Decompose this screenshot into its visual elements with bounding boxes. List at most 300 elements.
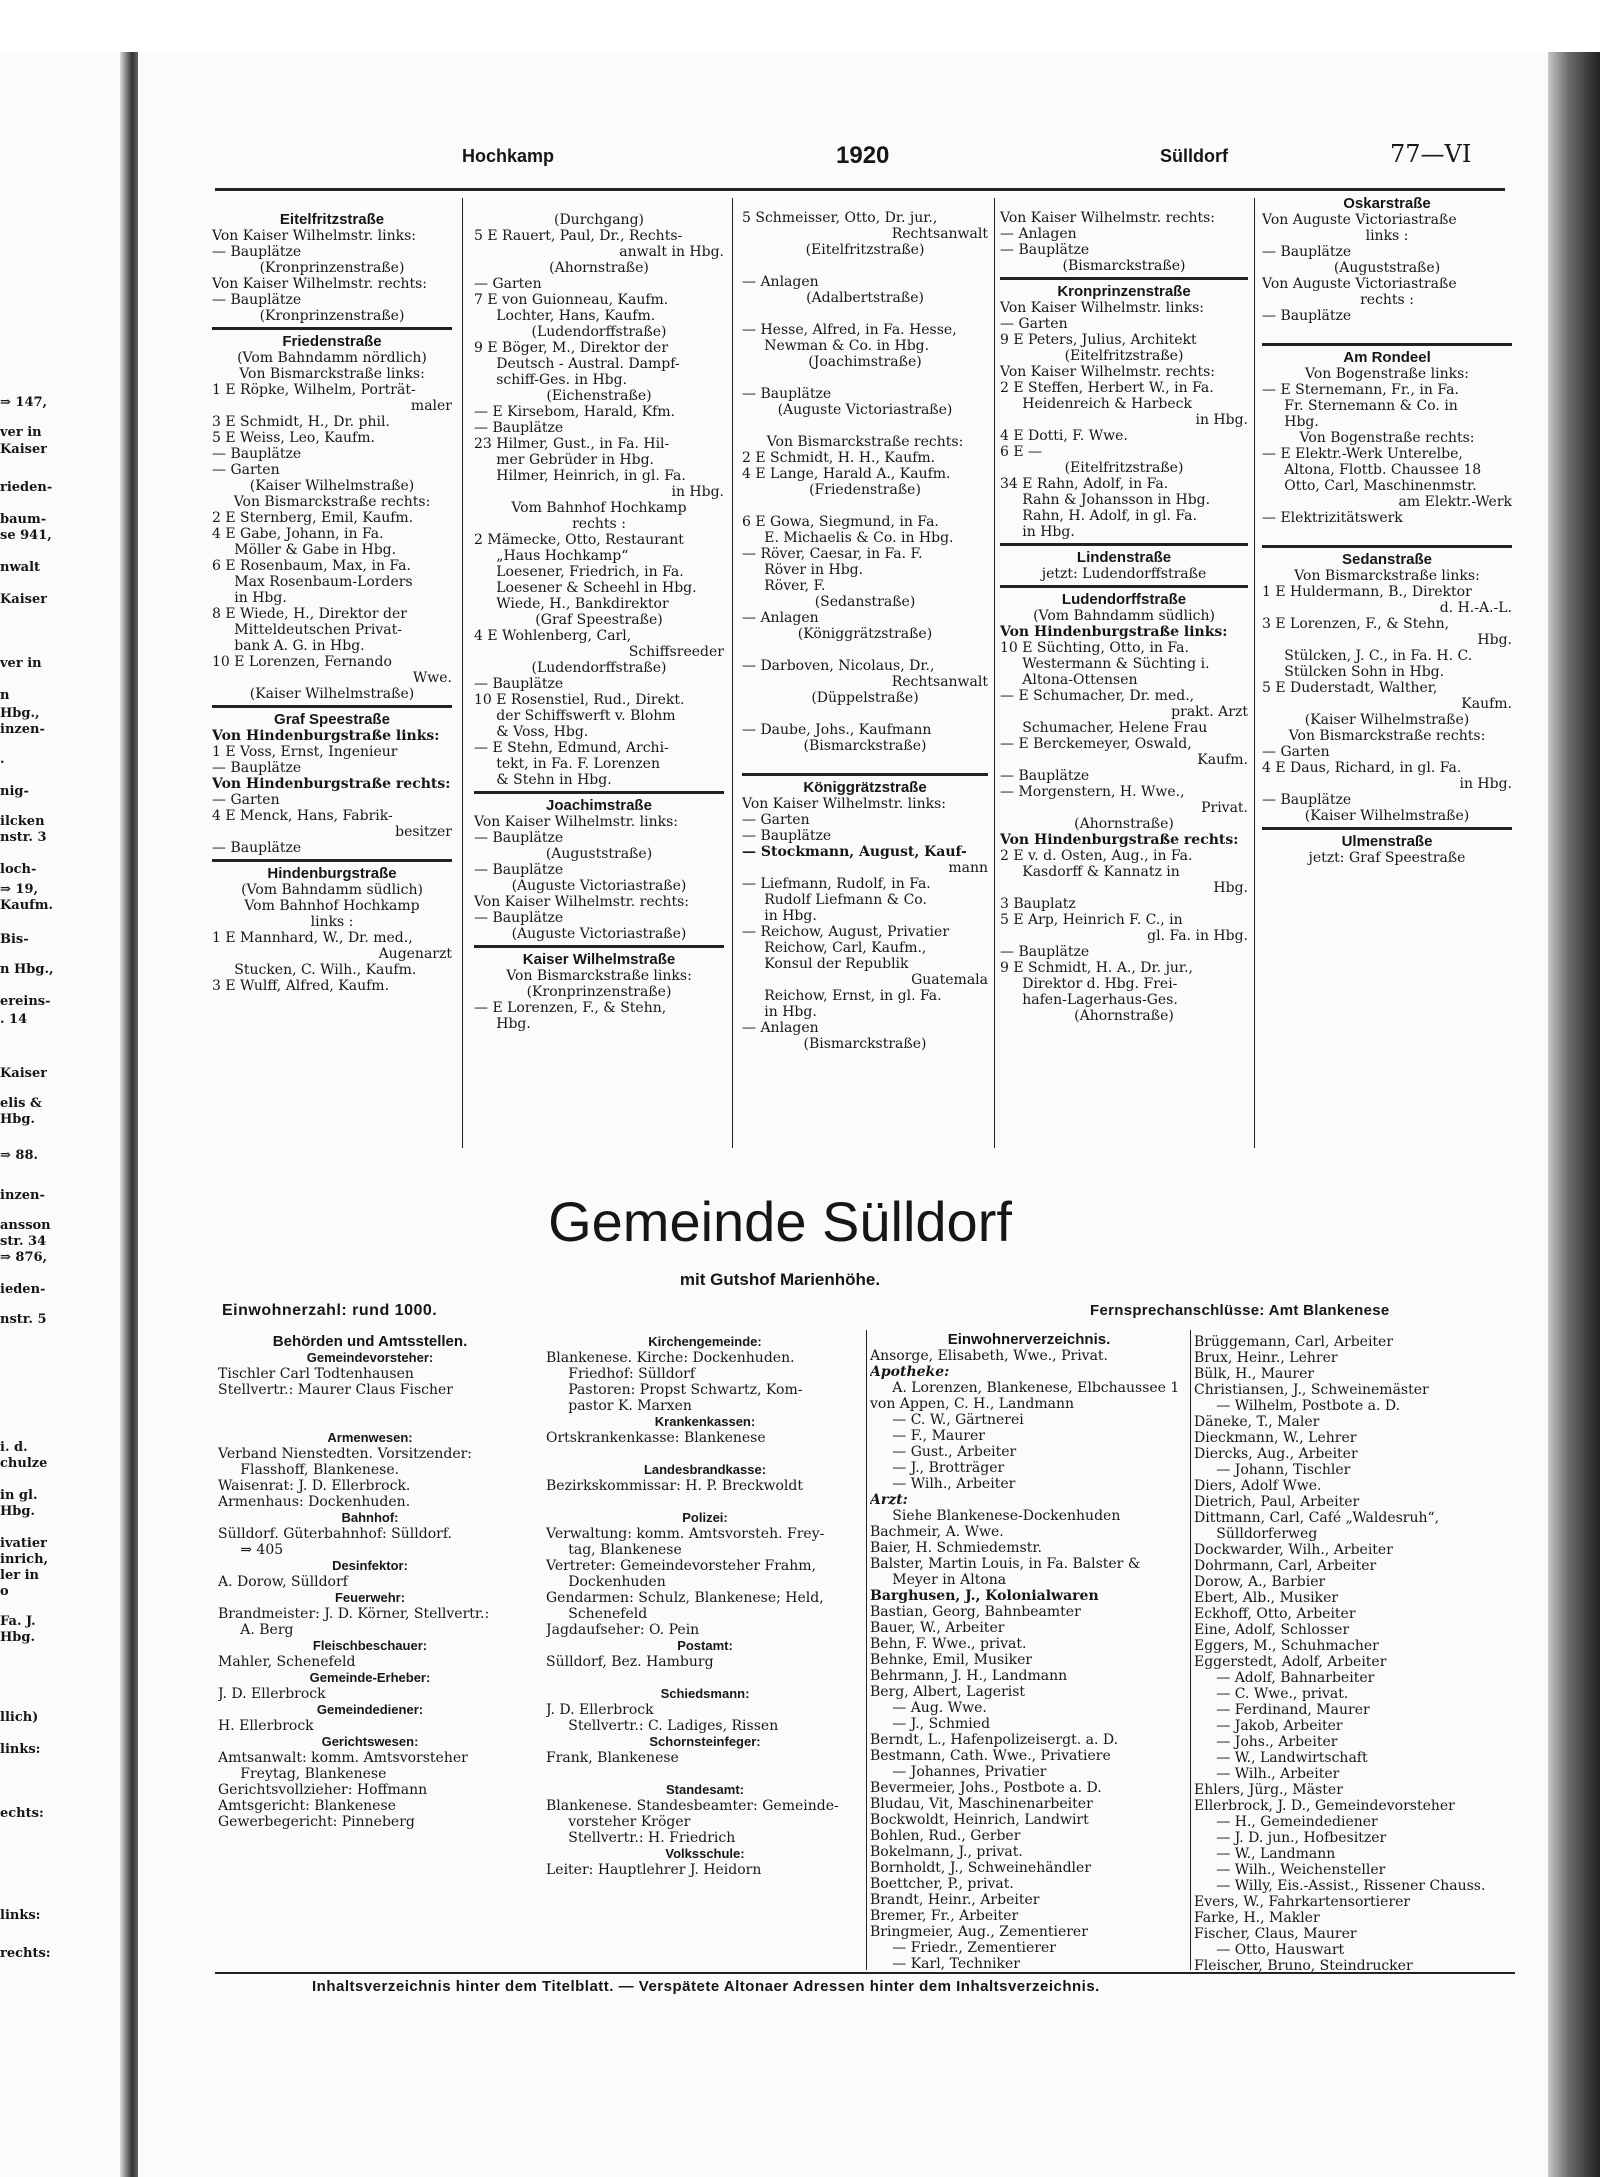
edge-fragment: nstr. 3 [0, 830, 47, 845]
directory-entry [1262, 324, 1512, 340]
directory-entry: Stülcken Sohn in Hbg. [1262, 664, 1445, 680]
directory-entry: Stellvertr.: Maurer Claus Fischer [218, 1382, 453, 1398]
directory-entry: — Bauplätze [1262, 244, 1352, 260]
edge-fragment: se 941, [0, 528, 52, 543]
directory-entry: Gewerbegericht: Pinneberg [218, 1814, 415, 1830]
directory-entry: (Kronprinzenstraße) [259, 260, 405, 276]
directory-entry: Eckhoff, Otto, Arbeiter [1194, 1606, 1356, 1622]
directory-entry: Eine, Adolf, Schlosser [1194, 1622, 1350, 1638]
directory-entry: (Auguste Victoriastraße) [511, 926, 687, 942]
directory-entry [742, 754, 988, 770]
directory-entry: — Ferdinand, Maurer [1194, 1702, 1370, 1718]
directory-entry: Bludau, Vit, Maschinenarbeiter [870, 1796, 1093, 1812]
directory-entry: Ebert, Alb., Musiker [1194, 1590, 1339, 1606]
directory-entry: — Anlagen [742, 1020, 819, 1036]
section-heading: Königgrätzstraße [803, 780, 927, 796]
directory-entry: Schiffsreeder [628, 644, 724, 660]
directory-entry: Loesener, Friedrich, in Fa. [474, 564, 684, 580]
section-divider [474, 945, 724, 948]
section-divider [1262, 827, 1512, 830]
directory-entry: Diercks, Aug., Arbeiter [1194, 1446, 1358, 1462]
directory-entry: Wwe. [412, 670, 452, 686]
section-divider [212, 705, 452, 708]
directory-column [1000, 210, 1248, 1024]
edge-fragment: o [0, 1584, 9, 1599]
edge-fragment: n [0, 688, 10, 703]
right-page-shadow [1548, 52, 1600, 2177]
edge-fragment: ver in [0, 425, 42, 440]
directory-entry: — F., Maurer [870, 1428, 985, 1444]
directory-entry: Dockwarder, Wilh., Arbeiter [1194, 1542, 1393, 1558]
directory-entry: Von Bogenstraße rechts: [1299, 430, 1475, 446]
directory-entry: — Garten [1000, 316, 1068, 332]
directory-entry: besitzer [395, 824, 452, 840]
directory-entry: Freytag, Blankenese [218, 1766, 387, 1782]
directory-entry: rechts : [572, 516, 626, 532]
section-heading: Bahnhof: [341, 1510, 399, 1525]
directory-entry: J. D. Ellerbrock [546, 1702, 654, 1718]
column-rule-2 [732, 198, 733, 1148]
directory-entry: Brandmeister: J. D. Körner, Stellvertr.: [218, 1606, 490, 1622]
edge-fragment: Kaufm. [0, 898, 54, 913]
section-divider [742, 773, 988, 776]
directory-entry: Vom Bahnhof Hochkamp [244, 898, 420, 914]
directory-entry: Bastian, Georg, Bahnbeamter [870, 1604, 1081, 1620]
directory-entry: — Garten [1262, 744, 1330, 760]
gemeinde-subtitle: mit Gutshof Marienhöhe. [679, 1270, 881, 1289]
directory-entry: — Johs., Arbeiter [1194, 1734, 1338, 1750]
directory-entry: Heidenreich & Harbeck [1000, 396, 1192, 412]
directory-entry: 9 E Böger, M., Direktor der [474, 340, 669, 356]
edge-fragment: llich) [0, 1710, 39, 1725]
directory-entry: Ellerbrock, J. D., Gemeindevorsteher [1194, 1798, 1455, 1814]
directory-entry: 4 E Gabe, Johann, in Fa. [212, 526, 384, 542]
directory-entry: Amtsanwalt: komm. Amtsvorsteher [218, 1750, 468, 1766]
directory-entry: Frank, Blankenese [546, 1750, 679, 1766]
directory-entry: Blankenese. Kirche: Dockenhuden. [546, 1350, 795, 1366]
directory-entry: Konsul der Republik [742, 956, 909, 972]
directory-entry: Von Kaiser Wilhelmstr. links: [474, 814, 678, 830]
directory-entry: Brandt, Heinr., Arbeiter [870, 1892, 1040, 1908]
directory-entry: — Johann, Tischler [1194, 1462, 1351, 1478]
directory-entry: — Karl, Techniker [870, 1956, 1020, 1972]
directory-entry: Von Kaiser Wilhelmstr. rechts: [1000, 364, 1215, 380]
directory-entry: Boettcher, P., privat. [870, 1876, 1014, 1892]
edge-fragment: inzen- [0, 722, 45, 737]
directory-entry: Flasshoff, Blankenese. [218, 1462, 400, 1478]
section-heading: Kirchengemeinde: [648, 1334, 762, 1349]
directory-entry: Guatemala [911, 972, 988, 988]
directory-entry: links : [1365, 228, 1409, 244]
directory-entry: 1 E Röpke, Wilhelm, Porträt- [212, 382, 416, 398]
directory-entry: — Bauplätze [212, 292, 302, 308]
directory-entry: — Aug. Wwe. [870, 1700, 987, 1716]
directory-column [212, 212, 452, 994]
directory-entry: (Kronprinzenstraße) [259, 308, 405, 324]
directory-entry: Bülk, H., Maurer [1194, 1366, 1315, 1382]
directory-entry: anwalt in Hbg. [619, 244, 724, 260]
directory-entry: — Bauplätze [212, 840, 302, 856]
section-heading: Standesamt: [665, 1782, 745, 1797]
directory-entry: Von Bismarckstraße links: [506, 968, 692, 984]
directory-entry: Altona, Flottb. Chaussee 18 [1262, 462, 1482, 478]
directory-entry [546, 1766, 864, 1782]
directory-entry: jetzt: Ludendorffstraße [1041, 566, 1207, 582]
directory-entry: 9 E Schmidt, H. A., Dr. jur., [1000, 960, 1193, 976]
directory-entry: 2 E v. d. Osten, Aug., in Fa. [1000, 848, 1193, 864]
directory-entry [218, 1414, 522, 1430]
directory-entry: 3 E Schmidt, H., Dr. phil. [212, 414, 390, 430]
directory-entry: (Kaiser Wilhelmstraße) [1304, 808, 1470, 824]
directory-entry: Behn, F. Wwe., privat. [870, 1636, 1027, 1652]
directory-entry: — Anlagen [742, 274, 819, 290]
directory-entry: Dittmann, Carl, Café „Waldesruh“, [1194, 1510, 1440, 1526]
directory-entry: Behrmann, J. H., Landmann [870, 1668, 1068, 1684]
directory-entry: mann [948, 860, 988, 876]
directory-entry: Schenefeld [546, 1606, 648, 1622]
directory-entry: — H., Gemeindediener [1194, 1814, 1378, 1830]
directory-entry: (Bismarckstraße) [1062, 258, 1186, 274]
edge-fragment: nstr. 5 [0, 1312, 47, 1327]
directory-entry: Ansorge, Elisabeth, Wwe., Privat. [870, 1348, 1109, 1364]
directory-entry: in Hbg. [1195, 412, 1248, 428]
directory-entry: 4 E Menck, Hans, Fabrik- [212, 808, 393, 824]
directory-entry: 10 E Süchting, Otto, in Fa. [1000, 640, 1189, 656]
directory-entry: Bokelmann, J., privat. [870, 1844, 1023, 1860]
directory-entry: — Bauplätze [474, 830, 564, 846]
directory-entry: Siehe Blankenese-Dockenhuden [870, 1508, 1121, 1524]
directory-entry: Berg, Albert, Lagerist [870, 1684, 1026, 1700]
section-divider [1262, 343, 1512, 346]
edge-fragment: elis & [0, 1096, 42, 1111]
directory-entry: E. Michaelis & Co. in Hbg. [742, 530, 954, 546]
directory-entry: — Garten [212, 462, 280, 478]
directory-entry: Westermann & Süchting i. [1000, 656, 1210, 672]
directory-entry: 2 E Steffen, Herbert W., in Fa. [1000, 380, 1214, 396]
directory-entry: — E Sternemann, Fr., in Fa. [1262, 382, 1459, 398]
directory-entry: 23 Hilmer, Gust., in Fa. Hil- [474, 436, 670, 452]
directory-entry: 3 Bauplatz [1000, 896, 1076, 912]
edge-fragment: ⇒ 876, [0, 1250, 48, 1265]
directory-entry: Dieckmann, W., Lehrer [1194, 1430, 1357, 1446]
directory-entry: Bauer, W., Arbeiter [870, 1620, 1005, 1636]
directory-entry: — Bauplätze [474, 862, 564, 878]
directory-entry: 6 E Gowa, Siegmund, in Fa. [742, 514, 939, 530]
edge-fragment: ⇒ 19, [0, 882, 39, 897]
directory-entry: (Auguststraße) [1333, 260, 1441, 276]
directory-entry: Direktor d. Hbg. Frei- [1000, 976, 1178, 992]
fernsprechanschluesse: Fernsprechanschlüsse: Amt Blankenese [1090, 1302, 1390, 1319]
section-heading: Gerichtswesen: [321, 1734, 419, 1749]
directory-entry: (Bismarckstraße) [803, 738, 927, 754]
directory-entry: Dorow, A., Barbier [1194, 1574, 1326, 1590]
section-heading: Sedanstraße [1341, 552, 1433, 568]
directory-entry: H. Ellerbrock [218, 1718, 314, 1734]
directory-entry: Kaufm. [1461, 696, 1512, 712]
directory-entry: Friedhof: Sülldorf [546, 1366, 696, 1382]
directory-entry: 5 E Rauert, Paul, Dr., Rechts- [474, 228, 683, 244]
section-divider [1000, 585, 1248, 588]
edge-fragment: n Hbg., [0, 962, 54, 977]
directory-entry: — Gust., Arbeiter [870, 1444, 1017, 1460]
column-rule-6 [1190, 1330, 1191, 1970]
section-heading: Volksschule: [665, 1846, 745, 1861]
directory-entry: — Wilh., Arbeiter [1194, 1766, 1340, 1782]
section-heading: Gemeinde-Erheber: [309, 1670, 431, 1685]
directory-entry: Von Bismarckstraße rechts: [233, 494, 431, 510]
directory-entry: Stellvertr.: H. Friedrich [546, 1830, 736, 1846]
directory-entry: in Hbg. [212, 590, 287, 606]
section-divider [474, 791, 724, 794]
directory-entry: Behnke, Emil, Musiker [870, 1652, 1033, 1668]
directory-entry: Sülldorf, Bez. Hamburg [546, 1654, 714, 1670]
directory-entry: (Kaiser Wilhelmstraße) [249, 686, 415, 702]
directory-entry: Von Bismarckstraße links: [239, 366, 425, 382]
directory-entry: von Appen, C. H., Landmann [870, 1396, 1074, 1412]
directory-entry: Wiede, H., Bankdirektor [474, 596, 669, 612]
edge-fragment: ler in [0, 1568, 39, 1583]
directory-entry: tag, Blankenese [546, 1542, 682, 1558]
directory-entry: Berndt, L., Hafenpolizeisergt. a. D. [870, 1732, 1119, 1748]
directory-column [218, 1334, 522, 1830]
directory-entry: 1 E Voss, Ernst, Ingenieur [212, 744, 398, 760]
directory-entry: 3 E Lorenzen, F., & Stehn, [1262, 616, 1450, 632]
directory-entry: — E Lorenzen, F., & Stehn, [474, 1000, 667, 1016]
gemeinde-title: Gemeinde Sülldorf [548, 1190, 1012, 1253]
edge-fragment: Fa. J. [0, 1614, 36, 1629]
directory-entry: — Bauplätze [474, 676, 564, 692]
directory-entry: Däneke, T., Maler [1194, 1414, 1320, 1430]
section-heading: Polizei: [682, 1510, 728, 1525]
section-heading: Gemeindevorsteher: [306, 1350, 434, 1365]
directory-entry: 1 E Mannhard, W., Dr. med., [212, 930, 413, 946]
directory-entry: — Garten [742, 812, 810, 828]
directory-entry: — Garten [212, 792, 280, 808]
section-divider [1000, 277, 1248, 280]
directory-entry: (Vom Bahndamm nördlich) [237, 350, 427, 366]
directory-entry: — J., Schmied [870, 1716, 991, 1732]
directory-entry: — Reichow, August, Privatier [742, 924, 950, 940]
directory-entry: 2 E Schmidt, H. H., Kaufm. [742, 450, 936, 466]
directory-entry: Dohrmann, Carl, Arbeiter [1194, 1558, 1377, 1574]
directory-entry: Ortskrankenkasse: Blankenese [546, 1430, 766, 1446]
directory-entry: Kaufm. [1197, 752, 1248, 768]
edge-fragment: echts: [0, 1806, 44, 1821]
edge-fragment: nwalt [0, 560, 41, 575]
directory-entry: Dockenhuden [546, 1574, 666, 1590]
header-year: 1920 [836, 142, 890, 169]
directory-entry: (Kaiser Wilhelmstraße) [249, 478, 415, 494]
directory-entry: (Ahornstraße) [549, 260, 649, 276]
directory-entry: Deutsch - Austral. Dampf- [474, 356, 680, 372]
directory-entry: Tischler Carl Todtenhausen [218, 1366, 414, 1382]
directory-entry: 4 E Daus, Richard, in gl. Fa. [1262, 760, 1462, 776]
edge-fragment: Hbg. [0, 1112, 35, 1127]
directory-column [1262, 196, 1512, 866]
directory-entry: Von Kaiser Wilhelmstr. rechts: [474, 894, 689, 910]
section-heading: Armenwesen: [327, 1430, 413, 1445]
directory-entry: Von Bismarckstraße links: [1294, 568, 1480, 584]
directory-entry: Hilmer, Heinrich, in gl. Fa. [474, 468, 686, 484]
directory-entry: Hbg. [1477, 632, 1512, 648]
edge-fragment: baum- [0, 512, 47, 527]
directory-entry: — Wilh., Arbeiter [870, 1476, 1016, 1492]
section-divider [1000, 543, 1248, 546]
directory-entry: (Auguststraße) [545, 846, 653, 862]
edge-fragment: Hbg. [0, 1504, 35, 1519]
section-divider [212, 859, 452, 862]
directory-entry: (Adalbertstraße) [806, 290, 924, 306]
directory-column [742, 210, 988, 1052]
directory-entry: — Bauplätze [474, 910, 564, 926]
directory-entry: Otto, Carl, Maschinenmstr. [1262, 478, 1477, 494]
directory-entry: 9 E Peters, Julius, Architekt [1000, 332, 1197, 348]
section-heading: Feuerwehr: [334, 1590, 406, 1605]
directory-entry: — Liefmann, Rudolf, in Fa. [742, 876, 931, 892]
directory-entry: 7 E von Guionneau, Kaufm. [474, 292, 669, 308]
directory-entry: — W., Landwirtschaft [1194, 1750, 1368, 1766]
directory-entry: — C. Wwe., privat. [1194, 1686, 1349, 1702]
directory-entry: Verband Nienstedten. Vorsitzender: [218, 1446, 473, 1462]
directory-entry: 10 E Rosenstiel, Rud., Direkt. [474, 692, 685, 708]
edge-fragment: ⇒ 88. [0, 1148, 39, 1163]
directory-entry: Von Bismarckstraße rechts: [766, 434, 964, 450]
directory-entry: maler [410, 398, 452, 414]
page-number: 77—VI [1390, 140, 1472, 168]
directory-entry: Von Hindenburgstraße links: [1000, 624, 1228, 640]
directory-entry [742, 306, 988, 322]
section-heading: Gemeindediener: [316, 1702, 424, 1717]
edge-fragment: nig- [0, 784, 29, 799]
directory-entry: J. D. Ellerbrock [218, 1686, 326, 1702]
directory-entry: Fleischer, Bruno, Steindrucker [1194, 1958, 1413, 1974]
directory-entry: Röver in Hbg. [742, 562, 864, 578]
directory-entry: Fr. Sternemann & Co. in [1262, 398, 1458, 414]
directory-entry: Eggerstedt, Adolf, Arbeiter [1194, 1654, 1387, 1670]
directory-entry: — Wilhelm, Postbote a. D. [1194, 1398, 1401, 1414]
directory-entry: (Ahornstraße) [1074, 1008, 1174, 1024]
directory-entry: 4 E Lange, Harald A., Kaufm. [742, 466, 951, 482]
directory-entry: 10 E Lorenzen, Fernando [212, 654, 392, 670]
directory-entry [546, 1494, 864, 1510]
directory-entry: (Vom Bahndamm südlich) [241, 882, 423, 898]
section-divider [212, 327, 452, 330]
directory-entry: d. H.-A.-L. [1439, 600, 1512, 616]
directory-entry: 6 E Rosenbaum, Max, in Fa. [212, 558, 411, 574]
directory-entry: „Haus Hochkamp“ [474, 548, 629, 564]
edge-fragment: ansson [0, 1218, 51, 1233]
directory-entry: Hbg. [474, 1016, 531, 1032]
directory-entry: Stellvertr.: C. Ladiges, Rissen [546, 1718, 779, 1734]
directory-entry: — Bauplätze [1262, 308, 1352, 324]
directory-entry: Reichow, Ernst, in gl. Fa. [742, 988, 942, 1004]
directory-entry: — W., Landmann [1194, 1846, 1336, 1862]
directory-entry: mer Gebrüder in Hbg. [474, 452, 655, 468]
directory-entry: 2 E Sternberg, Emil, Kaufm. [212, 510, 414, 526]
column-rule-3 [994, 198, 995, 1148]
edge-fragment: i. d. [0, 1440, 28, 1455]
directory-entry: (Friedenstraße) [809, 482, 921, 498]
directory-entry [742, 370, 988, 386]
directory-entry: A. Berg [218, 1622, 294, 1638]
directory-entry: der Schiffswerft v. Blohm [474, 708, 676, 724]
section-divider [1262, 545, 1512, 548]
directory-entry: — Bauplätze [742, 828, 832, 844]
directory-entry: — Garten [474, 276, 542, 292]
directory-entry [742, 706, 988, 722]
directory-entry [742, 642, 988, 658]
directory-entry: (Eichenstraße) [546, 388, 652, 404]
directory-column [474, 212, 724, 1032]
directory-entry: Newman & Co. in Hbg. [742, 338, 930, 354]
edge-fragment: chulze [0, 1456, 48, 1471]
edge-fragment: ivatier [0, 1536, 47, 1551]
section-heading: Friedenstraße [282, 334, 382, 350]
edge-fragment: loch- [0, 862, 37, 877]
directory-entry: Christiansen, J., Schweinemäster [1194, 1382, 1429, 1398]
directory-entry: in Hbg. [1459, 776, 1512, 792]
directory-entry: in Hbg. [742, 1004, 817, 1020]
directory-entry: & Stehn in Hbg. [474, 772, 612, 788]
directory-entry: 5 E Weiss, Leo, Kaufm. [212, 430, 375, 446]
directory-entry: Brüggemann, Carl, Arbeiter [1194, 1334, 1394, 1350]
directory-entry: — Anlagen [1000, 226, 1077, 242]
directory-entry: (Auguste Victoriastraße) [777, 402, 953, 418]
section-heading: Krankenkassen: [654, 1414, 756, 1429]
directory-entry: — Röver, Caesar, in Fa. F. [742, 546, 923, 562]
edge-fragment: inrich, [0, 1552, 49, 1567]
section-heading: Hindenburgstraße [267, 866, 397, 882]
directory-entry: Von Kaiser Wilhelmstr. rechts: [212, 276, 427, 292]
column-rule-5 [866, 1330, 867, 1970]
directory-entry: (Kronprinzenstraße) [526, 984, 672, 1000]
directory-entry: 6 E — [1000, 444, 1043, 460]
directory-entry: in Hbg. [671, 484, 724, 500]
directory-entry: — Wilh., Weichensteller [1194, 1862, 1386, 1878]
page-binding [120, 52, 138, 2177]
directory-entry: Bornholdt, J., Schweinehändler [870, 1860, 1092, 1876]
edge-fragment: links: [0, 1908, 41, 1923]
directory-entry: Von Hindenburgstraße rechts: [1000, 832, 1239, 848]
directory-entry: Von Kaiser Wilhelmstr. links: [742, 796, 946, 812]
directory-entry: 8 E Wiede, H., Direktor der [212, 606, 407, 622]
directory-entry: — Daube, Johs., Kaufmann [742, 722, 932, 738]
directory-entry: Reichow, Carl, Kaufm., [742, 940, 927, 956]
directory-entry: — C. W., Gärtnerei [870, 1412, 1024, 1428]
directory-entry: — Bauplätze [212, 446, 302, 462]
directory-entry: Amtsgericht: Blankenese [218, 1798, 396, 1814]
directory-entry: Rechtsanwalt [891, 226, 988, 242]
directory-entry: Armenhaus: Dockenhuden. [218, 1494, 411, 1510]
header-left: Hochkamp [462, 146, 555, 166]
directory-entry: — Bauplätze [1000, 768, 1090, 784]
directory-entry: — J. D. jun., Hofbesitzer [1194, 1830, 1387, 1846]
edge-fragment: ieden- [0, 1282, 46, 1297]
edge-fragment: . [0, 752, 5, 767]
directory-entry: Rahn & Johansson in Hbg. [1000, 492, 1211, 508]
directory-entry: Verwaltung: komm. Amtsvorsteh. Frey- [546, 1526, 825, 1542]
directory-entry: Bremer, Fr., Arbeiter [870, 1908, 1019, 1924]
directory-entry: ⇒ 405 [218, 1542, 284, 1558]
directory-entry: (Königgrätzstraße) [797, 626, 933, 642]
directory-entry: Jagdaufseher: O. Pein [546, 1622, 700, 1638]
directory-entry: Gerichtsvollzieher: Hoffmann [218, 1782, 428, 1798]
directory-entry: Leiter: Hauptlehrer J. Heidorn [546, 1862, 762, 1878]
directory-entry: — Morgenstern, H. Wwe., [1000, 784, 1185, 800]
directory-entry: (Düppelstraße) [811, 690, 919, 706]
directory-entry: Diers, Adolf Wwe. [1194, 1478, 1322, 1494]
directory-entry: am Elektr.-Werk [1398, 494, 1512, 510]
